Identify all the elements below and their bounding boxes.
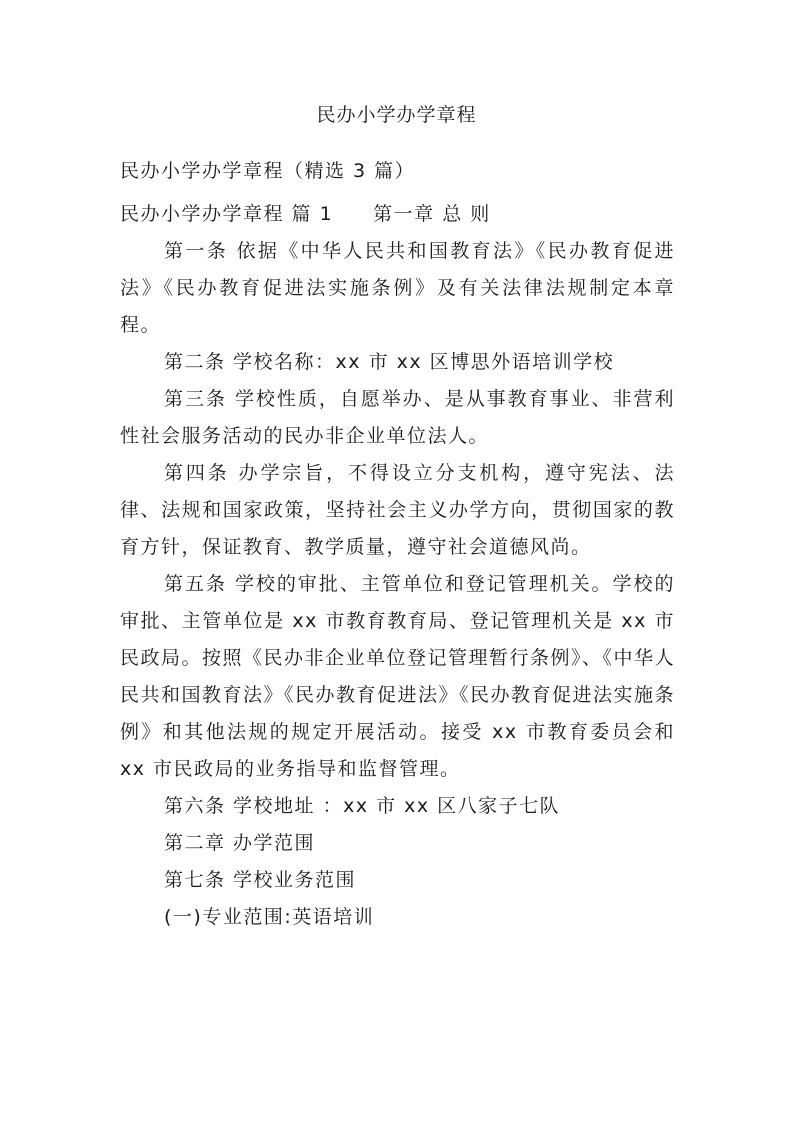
document-subtitle: 民办小学办学章程（精选 3 篇） [120,160,416,182]
article-heading-line [120,196,675,233]
chapter-heading: 第一章 总 则 [373,203,491,225]
paragraph-article-3: 第三条 学校性质，自愿举办、是从事教育事业、非营利性社会服务活动的民办非企业单位法人。 [120,388,675,447]
paragraph-article-6: 第六条 学校地址 ：xx 市 xx 区八家子七队 [164,795,561,817]
paragraph-article-2: 第二条 学校名称：xx 市 xx 区博思外语培训学校 [164,351,615,373]
list-item-scope: (一)专业范围:英语培训 [164,906,375,928]
paragraph-article-4: 第四条 办学宗旨，不得设立分支机构，遵守宪法、法律、法规和国家政策，坚持社会主义办学方向，贯彻国家的教育方针，保证教育、教学质量，遵守社会道德风尚。 [120,462,675,558]
chapter-2-heading: 第二章 办学范围 [164,832,316,854]
paragraph-article-7: 第七条 学校业务范围 [164,869,357,891]
paragraph-article-1: 第一条 依据《中华人民共和国教育法》《民办教育促进法》《民办教育促进法实施条例》及有关法律法规制定本章程。 [120,240,675,336]
paragraph-article-5: 第五条 学校的审批、主管单位和登记管理机关。学校的审批、主管单位是 xx 市教育教育局、登记管理机关是 xx 市民政局。按照《民办非企业单位登记管理暂行条例》、《中华人民共和国教育法》《民办教育促进法》《民办教育促进法实施条例》和其他法规的规定开展活动。接受 xx 市教育委员会和 xx 市民政局的业务指导和监督管理。 [120,573,676,780]
document-body [120,153,675,936]
article-heading: 民办小学办学章程 篇 1 [120,203,334,225]
document-title: 民办小学办学章程 [316,104,477,126]
